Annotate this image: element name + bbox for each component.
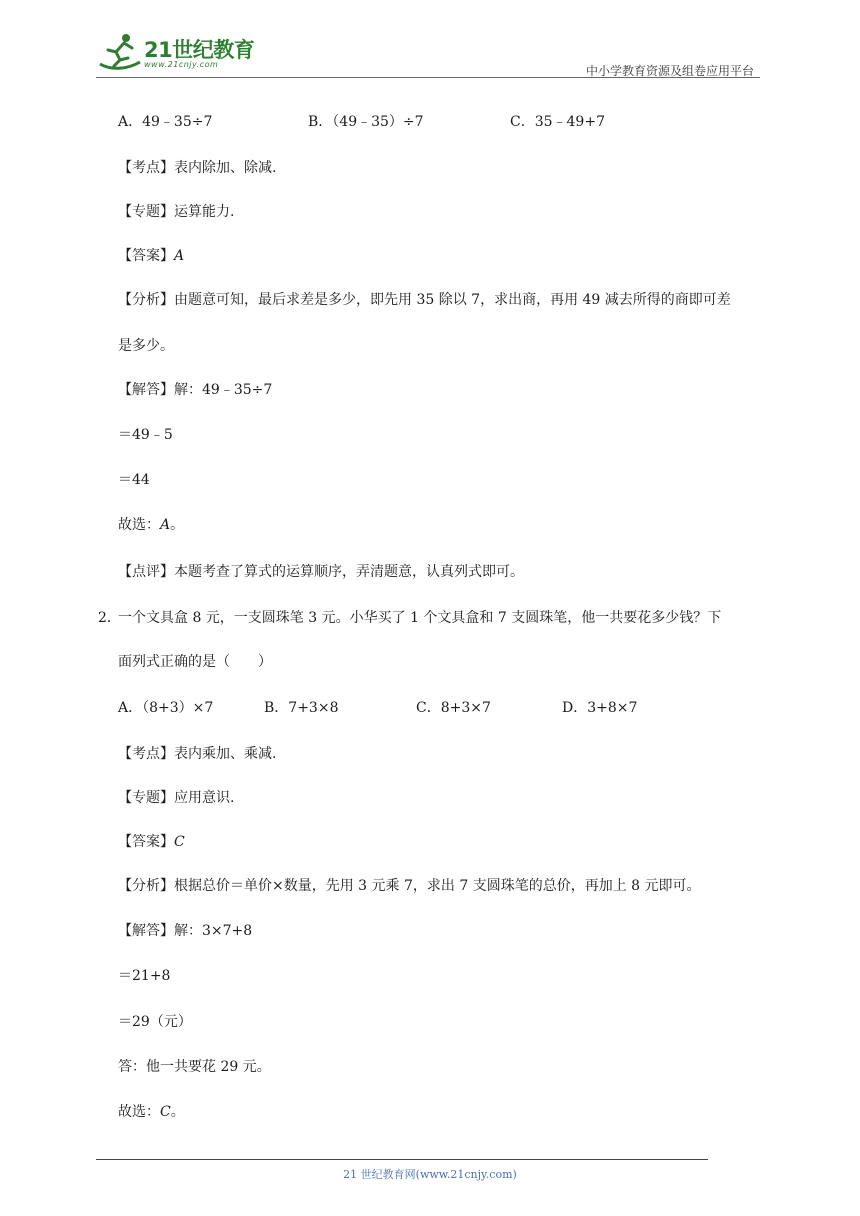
header-divider — [96, 77, 760, 78]
q1-dianping-text: 本题考查了算式的运算顺序，弄清题意，认真列式即可。 — [174, 564, 524, 580]
q1-fenxi-text-1: 由题意可知，最后求差是多少，即先用 35 除以 7，求出商，再用 49 减去所得的商即可差 — [174, 292, 731, 308]
q2-jieda-tag: 【解答】 — [118, 923, 174, 939]
q2-zhuanti — [118, 788, 234, 808]
q2-kaodian-tag: 【考点】 — [118, 746, 174, 762]
q2-fenxi — [118, 876, 701, 896]
q1-jieda-step-2: ＝49﹣5 — [118, 427, 173, 443]
q1-daan-text: A — [174, 248, 185, 264]
q1-option-c: C．35﹣49+7 — [510, 114, 605, 130]
q2-option-a: A．（8+3）×7 — [118, 700, 214, 716]
q2-number: 2． — [98, 610, 121, 626]
q1-option-a: A．49﹣35÷7 — [118, 114, 213, 130]
logo-text: 21世纪教育 — [144, 38, 255, 62]
page-header — [96, 30, 760, 78]
q1-kaodian-tag: 【考点】 — [118, 160, 174, 176]
q1-guxuan — [118, 515, 184, 535]
q2-jieda-step-2: ＝21+8 — [118, 968, 171, 984]
q2-kaodian-text: 表内乘加、乘减. — [174, 746, 277, 762]
footer-text: 21 世纪教育网(www.21cnjy.com) — [343, 1168, 517, 1181]
q1-daan — [118, 246, 184, 266]
q1-dianping-tag: 【点评】 — [118, 564, 174, 580]
q2-option-b: B．7+3×8 — [264, 700, 339, 716]
q2-jieda-answer: 答：他一共要花 29 元。 — [118, 1059, 271, 1075]
q1-fenxi — [118, 290, 731, 310]
q1-jieda — [118, 380, 272, 400]
q2-daan-text: C — [174, 834, 185, 850]
q2-fenxi-text-1: 根据总价＝单价×数量，先用 3 元乘 7，求出 7 支圆珠笔的总价，再加上 8 元即可。 — [174, 878, 701, 894]
q1-jieda-step-1: 解：49﹣35÷7 — [174, 382, 273, 398]
q1-guxuan-post: 。 — [170, 517, 185, 533]
platform-title: 中小学教育资源及组卷应用平台 — [585, 64, 754, 78]
q2-guxuan — [118, 1102, 185, 1122]
q2-jieda-step-1: 解：3×7+8 — [174, 923, 253, 939]
site-logo — [96, 30, 266, 78]
q1-dianping — [118, 562, 524, 582]
q1-guxuan-pre: 故选： — [118, 517, 160, 533]
q2-option-d: D．3+8×7 — [562, 700, 638, 716]
q1-daan-tag: 【答案】 — [118, 248, 174, 264]
q2-zhuanti-tag: 【专题】 — [118, 790, 174, 806]
runner-icon — [96, 30, 142, 76]
q1-jieda-step-3: ＝44 — [118, 472, 150, 488]
q2-fenxi-tag: 【分析】 — [118, 878, 174, 894]
q2-daan — [118, 832, 185, 852]
q1-zhuanti — [118, 202, 234, 222]
q2-stem-2: 面列式正确的是（ ） — [118, 654, 272, 670]
logo-url: www.21cnjy.com — [144, 60, 219, 69]
q1-kaodian — [118, 158, 276, 178]
q2-stem-1: 一个文具盒 8 元，一支圆珠笔 3 元。小华买了 1 个文具盒和 7 支圆珠笔，他一共要花多少钱？下 — [118, 610, 722, 626]
q2-daan-tag: 【答案】 — [118, 834, 174, 850]
q2-option-c: C．8+3×7 — [416, 700, 491, 716]
q1-jieda-tag: 【解答】 — [118, 382, 174, 398]
q2-zhuanti-text: 应用意识. — [174, 790, 235, 806]
q2-jieda-step-3: ＝29（元） — [118, 1014, 192, 1030]
footer-divider — [96, 1159, 708, 1160]
q2-guxuan-answer: C — [160, 1104, 171, 1120]
q1-zhuanti-text: 运算能力. — [174, 204, 235, 220]
q2-guxuan-pre: 故选： — [118, 1104, 160, 1120]
q1-kaodian-text: 表内除加、除减. — [174, 160, 277, 176]
q2-guxuan-post: 。 — [170, 1104, 185, 1120]
q1-option-b: B．（49﹣35）÷7 — [308, 114, 424, 130]
q2-kaodian — [118, 744, 276, 764]
q1-zhuanti-tag: 【专题】 — [118, 204, 174, 220]
q2-jieda — [118, 921, 252, 941]
q1-guxuan-answer: A — [160, 517, 171, 533]
q1-fenxi-tag: 【分析】 — [118, 292, 174, 308]
q1-fenxi-text-2: 是多少。 — [118, 338, 174, 354]
